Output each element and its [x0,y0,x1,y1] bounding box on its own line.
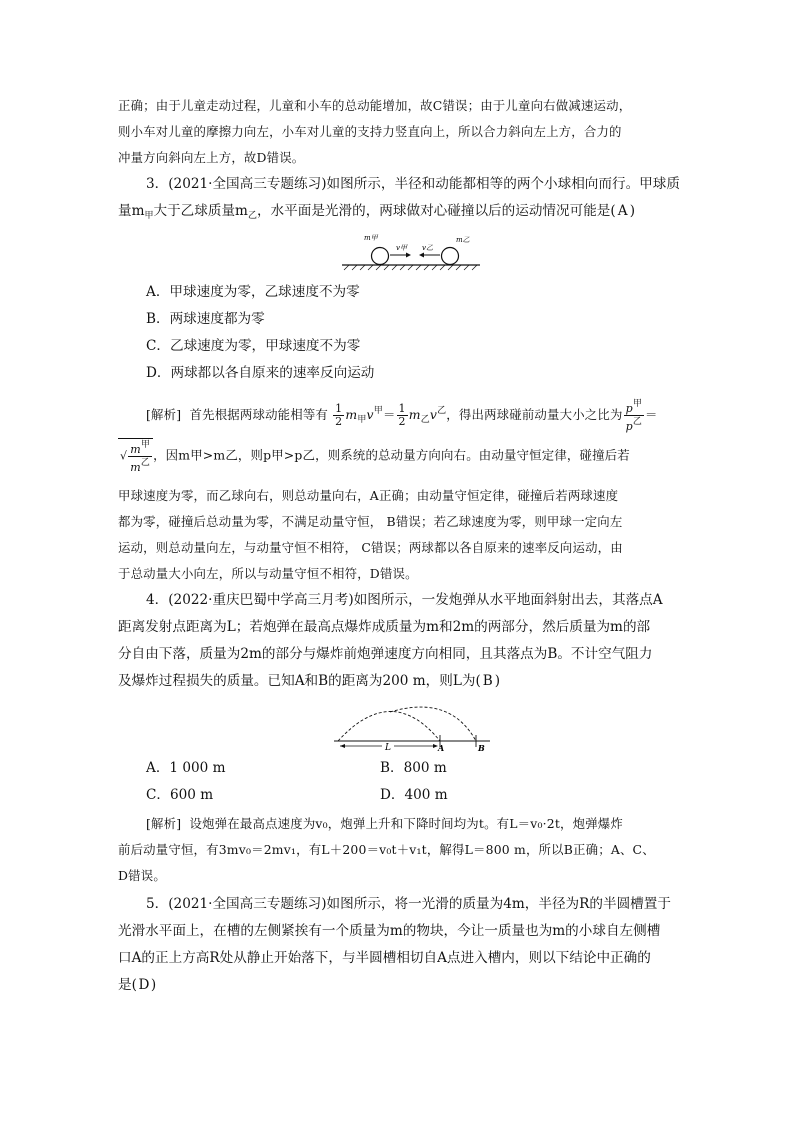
q3-text: ，水平面是光滑的，两球做对心碰撞以后的运动情况可能是( [256,203,616,219]
fraction-momentum-ratio: $\frac{p^甲}{p^乙}$ [625,399,643,433]
arrowhead-v1 [406,253,411,258]
q4-trajectory-figure [330,700,496,754]
q3-two-balls-figure [336,228,486,272]
fraction-half: $\frac{1}{2}$ [398,402,406,428]
q3-solution-line-1: [解析] 首先根据两球动能相等有 $\frac{1}{2}$ $m_甲v^甲=$ $\frac{1}{2}$ $m_乙v^乙$，得出两球碰前动量大小之比为 $\frac{p^甲}{p^乙}$ ＝ [146,399,658,433]
q3-option-c: C．乙球速度为零，甲球速度不为零 [146,338,361,354]
solution-text: ，因m甲>m乙，则p甲>p乙，则系统的总动量方向向右。由动量守恒定律，碰撞后若 [153,447,630,463]
q5-text: ) [150,977,157,993]
q3-text: 量m [118,203,145,219]
q3-sub: 甲 [144,211,154,221]
prev-solution-line-3: 冲量方向斜向左上方，故D错误。 [118,150,305,165]
solution-text: ，得出两球碰前动量大小之比为 [446,407,623,422]
q5-answer: D [138,977,150,993]
label-A: A [438,743,445,753]
q4-stem-line-1: 4．(2022·重庆巴蜀中学高三月考)如图所示，一发炮弹从水平地面斜射出去，其落点A [146,592,663,608]
q3-answer: A [617,203,628,219]
q3-solution-line-6: 于总动量大小向左，所以与动量守恒不相符，D错误。 [118,566,418,581]
q4-option-d: D．400 m [380,787,448,803]
arrowhead-v2 [419,253,424,258]
solution-label: [解析] [146,407,182,422]
q3-solution-line-3: 甲球速度为零，而乙球向右，则总动量向右，A正确；由动量守恒定律，碰撞后若两球速度 [118,488,619,503]
q4-option-b: B．800 m [380,760,447,776]
q5-stem-line-3: 口A的正上方高R处从静止开始落下，与半圆槽相切自A点进入槽内，则以下结论中正确的 [118,950,651,966]
q4-answer: B [482,673,493,689]
prev-solution-line-1: 正确；由于儿童走动过程，儿童和小车的总动能增加，故C错误；由于儿童向右做减速运动， [118,98,632,113]
q3-option-b: B．两球速度都为零 [146,311,265,327]
label-v2: v乙 [422,244,433,252]
ball-jia [372,248,389,265]
q4-stem-line-2: 距离发射点距离为L；若炮弹在最高点爆炸成质量为m和2m的两部分，然后质量为m的部 [118,619,651,635]
q3-solution-line-2 [118,438,630,474]
fraction-half: $\frac{1}{2}$ [335,402,343,428]
label-L: L [385,743,391,753]
prev-solution-line-2: 则小车对儿童的摩擦力向左，小车对儿童的支持力竖直向上，所以合力斜向左上方，合力的 [118,124,622,139]
q5-stem-line-2: 光滑水平面上，在槽的左侧紧挨有一个质量为m的物块，今让一质量也为m的小球自左侧槽 [118,923,661,939]
q4-text: 及爆炸过程损失的质量。已知A和B的距离为200 m，则L为( [118,673,481,689]
solution-text: 首先根据两球动能相等有 [189,407,329,422]
q4-text: ) [494,673,501,689]
dim-arrow-left [340,744,345,748]
trajectory-a [338,712,440,742]
q3-solution-line-5: 运动，则总动量向左，与动量守恒不相符， C错误；两球都以各自原来的速率反向运动，由 [118,540,623,555]
trajectory-b [390,707,476,741]
q3-text: ) [629,203,636,219]
q4-solution-line-2: 前后动量守恒，有3mv₀＝2mv₁，有L＋200＝v₀t＋v₁t，解得L＝800 m，所以B正确；A、C、 [118,842,655,857]
label-m1: m甲 [364,234,378,242]
solution-label: [解析] [146,816,182,831]
label-v1: v甲 [396,244,407,252]
q4-solution-line-3: D错误。 [118,868,166,883]
q4-stem-line-4 [118,671,500,691]
q3-sub: 乙 [247,211,257,221]
q3-text: 大于乙球质量m [153,203,248,219]
q4-option-a: A．1 000 m [146,760,226,776]
q4-option-c: C．600 m [146,787,214,803]
q5-text: 是( [118,977,137,993]
sqrt-mass-ratio: √ $\frac{m^甲}{m^乙}$ [118,438,153,474]
q4-stem-line-3: 分自由下落，质量为2m的部分与爆炸前炮弹速度方向相同，且其落点为B。不计空气阻力 [118,646,653,662]
label-B: B [478,743,485,753]
q4-solution-line-1 [146,814,623,834]
label-m2: m乙 [456,236,470,244]
q3-solution-line-4: 都为零，碰撞后总动量为零，不满足动量守恒， B错误；若乙球速度为零，则甲球一定向左 [118,514,623,529]
q3-stem-line-1: 3．(2021·全国高三专题练习)如图所示，半径和动能都相等的两个小球相向而行。甲球质 [146,176,680,192]
ball-yi [442,248,459,265]
q5-stem-line-1: 5．(2021·全国高三专题练习)如图所示，将一光滑的质量为4m，半径为R的半圆槽置于 [146,896,671,912]
solution-text: 设炮弹在最高点速度为v₀，炮弹上升和下降时间均为t。有L＝v₀·2t，炮弹爆炸 [189,816,623,831]
q3-stem-line-2 [118,201,635,226]
q3-option-d: D．两球都以各自原来的速率反向运动 [146,365,375,381]
q3-option-a: A．甲球速度为零，乙球速度不为零 [146,284,360,300]
ground-hatch [344,265,477,270]
q5-stem-line-4 [118,975,156,995]
